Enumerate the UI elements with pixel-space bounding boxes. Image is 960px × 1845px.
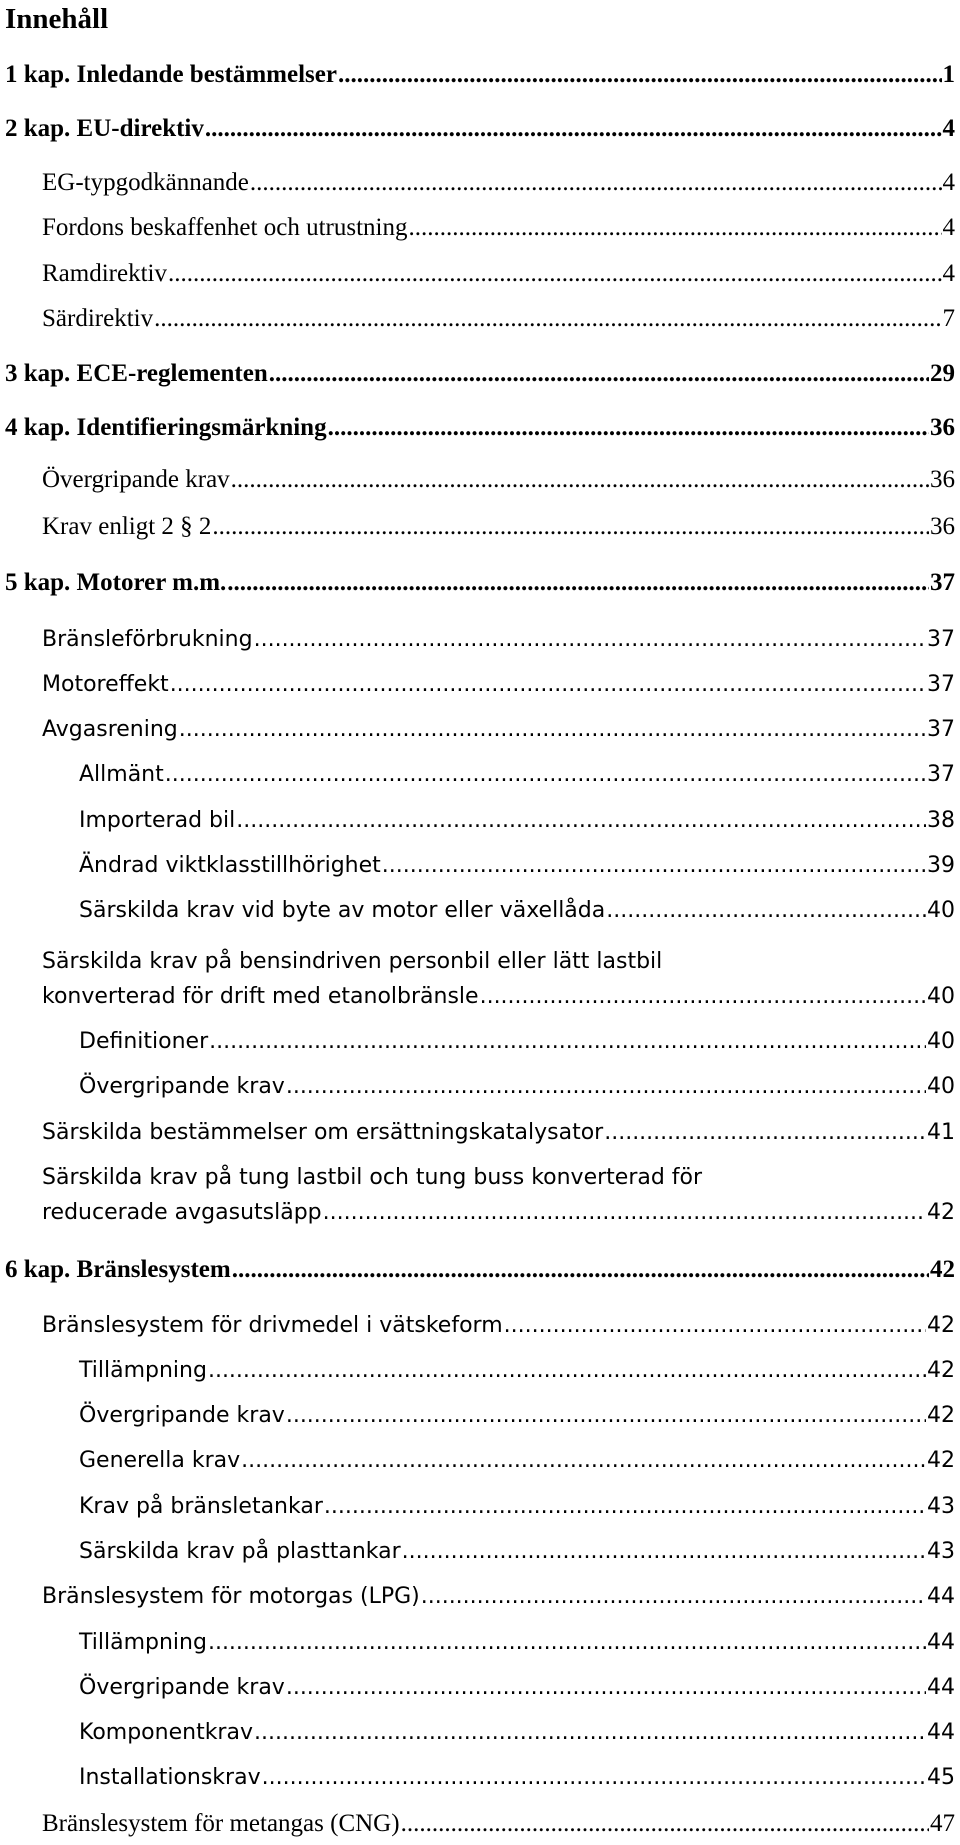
toc-entry-title: Komponentkrav [79,1720,253,1745]
dot-leader [209,1029,926,1054]
toc-entry[interactable] [79,1765,955,1790]
toc-page-number: 43 [927,1539,955,1564]
toc-entry-title: Motoreffekt [42,672,169,697]
toc-page-number: 42 [927,1403,955,1428]
toc-entry-title: 1 kap. Inledande bestämmelser [5,61,337,88]
toc-entry[interactable] [79,1539,955,1564]
dot-leader [208,1630,926,1655]
toc-page-number: 37 [930,569,955,596]
dot-leader [323,1200,926,1225]
toc-page-number: 36 [930,513,955,540]
toc-entry[interactable] [79,1630,955,1655]
toc-page-number: 42 [927,1200,955,1225]
toc-entry-title: 2 kap. EU-direktiv [5,115,204,142]
toc-entry-title: konverterad för drift med etanolbränsle [42,984,479,1009]
dot-leader [250,169,942,197]
toc-entry[interactable] [42,672,955,697]
toc-page-number: 36 [930,466,955,493]
toc-entry-title: Installationskrav [79,1765,261,1790]
toc-entry[interactable] [79,1403,955,1428]
toc-entry[interactable] [42,1313,955,1338]
toc-entry[interactable] [79,808,955,833]
toc-entry-title: Ramdirektiv [42,260,167,287]
toc-page-number: 45 [927,1765,955,1790]
dot-leader [338,61,942,89]
toc-entry[interactable] [79,898,955,923]
dot-leader [324,1494,926,1519]
toc-entry-title: Särskilda bestämmelser om ersättningskatalysator [42,1120,604,1145]
dot-leader [168,260,942,288]
dot-leader [421,1584,926,1609]
toc-entry-title: Särdirektiv [42,305,154,332]
dot-leader [408,214,941,242]
toc-entry[interactable] [42,260,955,288]
toc-entry-title: Definitioner [79,1029,209,1054]
toc-entry-ch2[interactable] [5,115,955,143]
toc-page-number: 43 [927,1494,955,1519]
toc-page-number: 47 [930,1810,955,1837]
toc-page-number: 40 [927,1074,955,1099]
toc-entry-title: Generella krav [79,1448,241,1473]
toc-entry-title: EG-typgodkännande [42,169,249,196]
dot-leader [286,1675,926,1700]
toc-entry-ch1[interactable] [5,61,955,89]
toc-page-number: 41 [927,1120,955,1145]
toc-page-number: 36 [930,414,955,441]
dot-leader [504,1313,926,1338]
toc-entry-title: 4 kap. Identifieringsmärkning [5,414,327,441]
toc-entry[interactable] [79,1358,955,1383]
toc-entry-title: Krav på bränsletankar [79,1494,323,1519]
toc-page-number: 42 [930,1256,955,1283]
toc-entry-title: Bränslesystem för motorgas (LPG) [42,1584,420,1609]
toc-entry-title: Bränslesystem för drivmedel i vätskeform [42,1313,503,1338]
toc-entry[interactable] [42,1120,955,1145]
dot-leader [179,717,926,742]
toc-entry[interactable] [42,1200,955,1225]
toc-page-number: 4 [942,260,955,287]
toc-entry[interactable] [79,1494,955,1519]
dot-leader [262,1765,926,1790]
toc-entry-title: 5 kap. Motorer m.m. [5,569,227,596]
toc-entry[interactable] [42,169,955,197]
toc-page-number: 7 [942,305,955,332]
dot-leader [401,1810,929,1838]
toc-page-number: 4 [942,214,955,241]
toc-page-number: 37 [927,672,955,697]
toc-entry-title: Krav enligt 2 § 2 [42,513,212,540]
toc-page-number: 39 [927,853,955,878]
toc-entry[interactable] [79,1029,955,1054]
toc-page-number: 44 [927,1584,955,1609]
toc-page-number: 42 [927,1358,955,1383]
toc-entry-title: 3 kap. ECE-reglementen [5,360,268,387]
toc-page-number: 38 [927,808,955,833]
toc-entry[interactable] [79,762,955,787]
dot-leader [170,672,926,697]
toc-entry[interactable] [42,1584,955,1609]
toc-page-number: 40 [927,898,955,923]
toc-entry[interactable] [42,214,955,242]
toc-entry-title: Bränslesystem för metangas (CNG) [42,1810,400,1837]
toc-entry-title: Tillämpning [79,1358,207,1383]
toc-page-number: 37 [927,762,955,787]
dot-leader [286,1074,926,1099]
dot-leader [269,360,929,388]
toc-page-number: 42 [927,1448,955,1473]
toc-entry-title: Avgasrening [42,717,178,742]
dot-leader [212,513,929,541]
toc-page-number: 29 [930,360,955,387]
toc-entry[interactable] [79,1448,955,1473]
toc-entry[interactable] [42,984,955,1009]
toc-entry[interactable] [79,853,955,878]
toc-page-number: 4 [942,115,955,142]
toc-entry-title: reducerade avgasutsläpp [42,1200,322,1225]
toc-page-number: 37 [927,717,955,742]
toc-entry-title: Särskilda krav på plasttankar [79,1539,401,1564]
dot-leader [241,1448,926,1473]
toc-page-number: 40 [927,984,955,1009]
toc-page-number: 44 [927,1720,955,1745]
dot-leader [606,898,926,923]
dot-leader [402,1539,926,1564]
toc-entry-title: Övergripande krav [79,1074,285,1099]
toc-entry-title-line1[interactable]: Särskilda krav på bensindriven personbil eller lätt lastbil [42,949,663,974]
toc-entry-title: Övergripande krav [79,1403,285,1428]
dot-leader [227,569,929,597]
toc-page-number: 42 [927,1313,955,1338]
toc-entry[interactable] [79,1720,955,1745]
toc-entry-title: Tillämpning [79,1630,207,1655]
dot-leader [254,1720,926,1745]
toc-entry-ch4[interactable] [5,414,955,442]
dot-leader [154,305,941,333]
toc-entry[interactable] [42,627,955,652]
dot-leader [382,853,926,878]
toc-entry-title: Övergripande krav [79,1675,285,1700]
dot-leader [604,1120,926,1145]
dot-leader [254,627,926,652]
toc-page-number: 40 [927,1029,955,1054]
dot-leader [286,1403,926,1428]
toc-heading: Innehåll [5,3,109,35]
toc-page-number: 44 [927,1675,955,1700]
dot-leader [208,1358,926,1383]
toc-entry-title: 6 kap. Bränslesystem [5,1256,231,1283]
toc-entry[interactable] [79,1074,955,1099]
toc-entry-title: Fordons beskaffenhet och utrustning [42,214,408,241]
toc-entry[interactable] [42,513,955,541]
dot-leader [480,984,926,1009]
dot-leader [205,115,942,143]
toc-entry-title: Ändrad viktklasstillhörighet [79,853,381,878]
toc-entry-title: Importerad bil [79,808,236,833]
toc-page-number: 37 [927,627,955,652]
dot-leader [231,466,929,494]
toc-entry-title: Allmänt [79,762,164,787]
toc-entry[interactable] [42,717,955,742]
toc-page-number: 1 [942,61,955,88]
dot-leader [236,808,926,833]
toc-page-number: 44 [927,1630,955,1655]
toc-page-number: 4 [942,169,955,196]
toc-entry-title-line1[interactable]: Särskilda krav på tung lastbil och tung buss konverterad för [42,1165,703,1190]
toc-entry-title: Särskilda krav vid byte av motor eller växellåda [79,898,606,923]
toc-entry[interactable] [42,466,955,494]
dot-leader [232,1256,929,1284]
toc-entry[interactable] [79,1675,955,1700]
toc-entry[interactable] [42,1810,955,1838]
toc-entry-title: Bränsleförbrukning [42,627,253,652]
dot-leader [328,414,929,442]
toc-entry-ch6[interactable] [5,1256,955,1284]
toc-entry-ch5[interactable] [5,569,955,597]
toc-entry-ch3[interactable] [5,360,955,388]
toc-entry-title: Övergripande krav [42,466,230,493]
dot-leader [165,762,926,787]
toc-entry[interactable] [42,305,955,333]
